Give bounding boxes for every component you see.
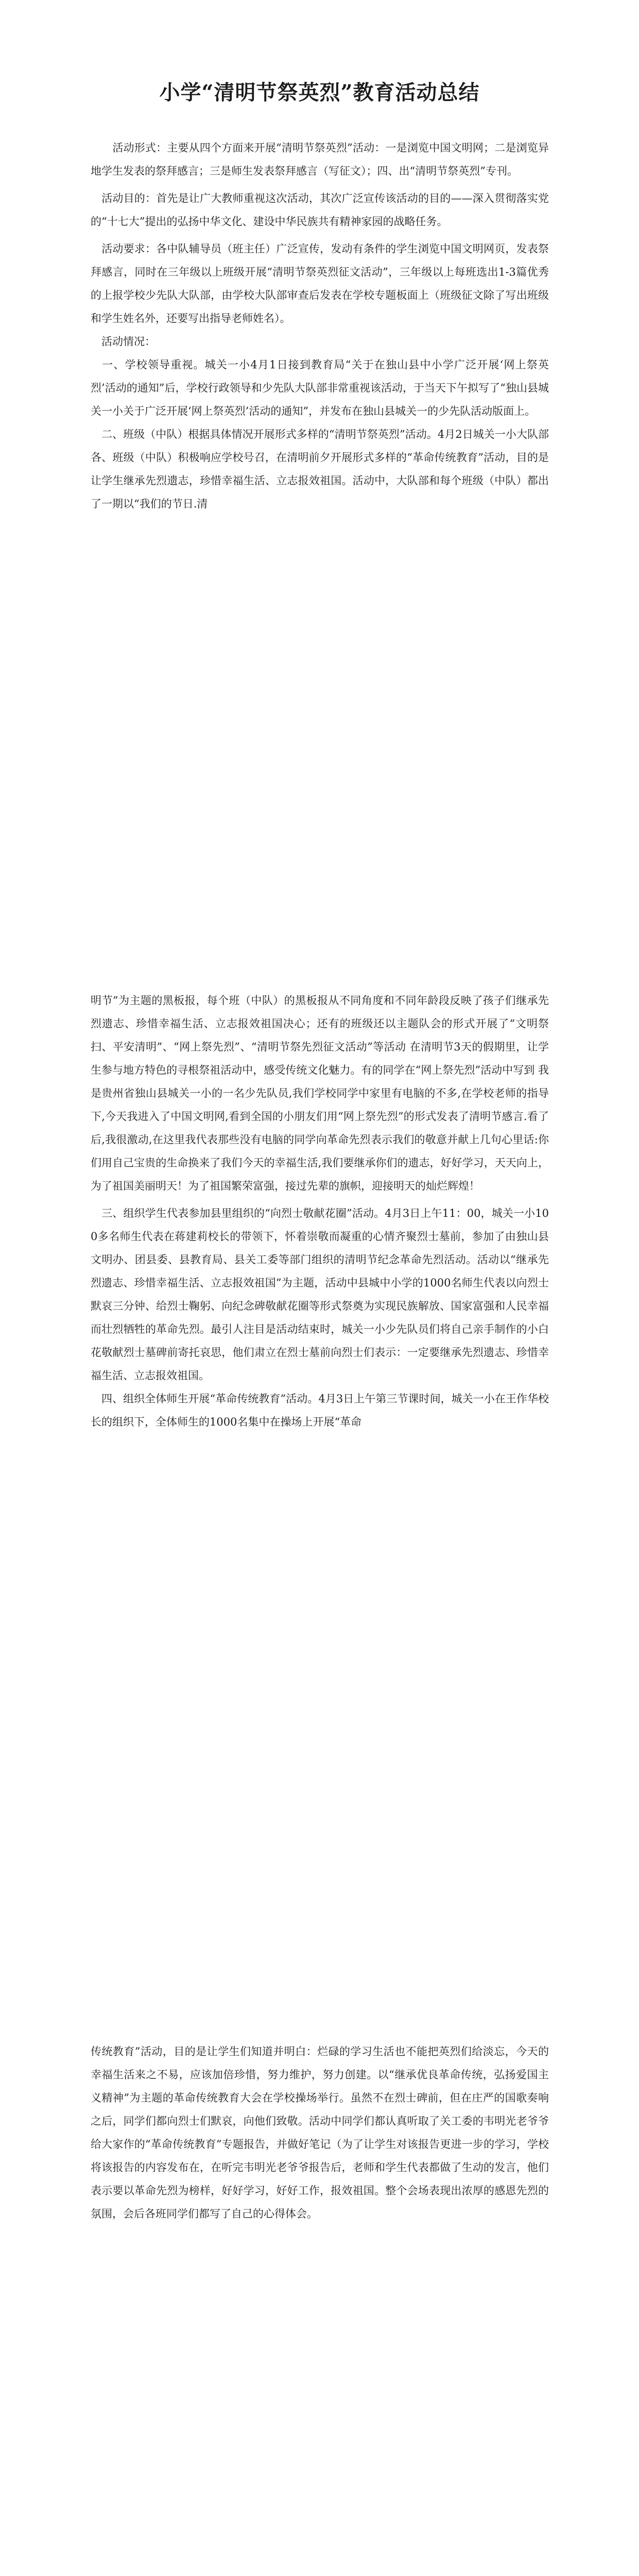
page-title: 小学“清明节祭英烈”教育活动总结 (159, 80, 480, 105)
paragraph-section-1: 一、学校领导重视。城关一小4月1日接到教育局“关于在独山县中小学广泛开展‘网上祭英烈’活动的通知”后，学校行政领导和少先队大队部非常重视该活动，于当天下午拟写了“独山县城关一小关于广泛开展‘网上祭英烈’活动的通知”，并发布在独山县城关一的少先队活动版面上。 (91, 359, 549, 417)
paragraph-activity-purpose: 活动目的：首先是让广大教师重视这次活动，其次广泛宣传该活动的目的——深入贯彻落实党的“十七大”提出的弘扬中华文化、建设中华民族共有精神家园的战略任务。 (91, 192, 549, 228)
paragraph-activity-status-heading: 活动情况： (91, 335, 156, 348)
paragraph-section-4-part-2: 传统教育”活动，目的是让学生们知道并明白：烂碌的学习生活也不能把英烈们给淡忘，今天的幸福生活来之不易，应该加倍珍惜，努力维护，努力创建。以“继承优良革命传统，弘扬爱国主义精神”为主题的革命传统教育大会在学校操场举行。虽然不在烈士碑前，但在庄严的国歌奏响之后，同学们都向烈士们默哀，向他们致敬。活动中同学们都认真听取了关工委的韦明光老爷爷给大家作的“革命传统教育”专题报告，并做好笔记（为了让学生对该报告更进一步的学习，学校将该报告的内容发布在，在听完韦明光老爷爷报告后，老师和学生代表都做了生动的发言，他们表示要以革命先烈为榜样，好好学习，好好工作，报效祖国。整个会场表现出浓厚的感恩先烈的氛围，会后各班同学们都写了自己的心得体会。 (91, 2045, 549, 2220)
paragraph-activity-form: 活动形式：主要从四个方面来开展“清明节祭英烈”活动：一是浏览中国文明网；二是浏览异地学生发表的祭拜感言；三是师生发表祭拜感言（写征文）；四、出“清明节祭英烈”专刊。 (91, 142, 549, 177)
paragraph-section-2-part-1: 二、班级（中队）根据具体情况开展形式多样的“清明节祭英烈”活动。4月2日城关一小大队部各、班级（中队）积极响应学校号召，在清明前夕开展形式多样的“革命传统教育”活动，目的是让学生继承先烈遗志，珍惜幸福生活、立志报效祖国。活动中，大队部和每个班级（中队）都出了一期以“我们的节日.清 (91, 428, 549, 510)
paragraph-section-2-part-2: 明节”为主题的黑板报，每个班（中队）的黑板报从不同角度和不同年龄段反映了孩子们继承先烈遗志、珍惜幸福生活、立志报效祖国决心；还有的班级还以主题队会的形式开展了“文明祭扫、平安清明”、“网上祭先烈”、“清明节祭先烈征文活动”等活动 在清明节3天的假期里，让学生参与地方特色的寻根祭祖活动中，感受传统文化魅力。有的同学在“网上祭先烈”活动中写到 我是贵州省独山县城关一小的一名少先队员,我们学校同学中家里有电脑的不多,在学校老师的指导下,今天我进入了中国文明网,看到全国的小朋友们用“网上祭先烈”的形式发表了清明节感言.看了后,我很激动,在这里我代表那些没有电脑的同学向革命先烈表示我们的敬意并献上几句心里话:你们用自己宝贵的生命换来了我们今天的幸福生活,我们要继承你们的遗志，好好学习，天天向上，为了祖国美丽明天！为了祖国繁荣富强，接过先辈的旗帜，迎接明天的灿烂辉煌！ (91, 994, 549, 1192)
text-block-page-1 (91, 137, 549, 516)
text-block-page-2 (91, 989, 549, 1434)
text-block-page-3 (91, 2040, 549, 2226)
paragraph-activity-requirements: 活动要求：各中队辅导员（班主任）广泛宣传，发动有条件的学生浏览中国文明网页，发表祭拜感言，同时在三年级以上班级开展“清明节祭英烈征文活动”，三年级以上每班选出1-3篇优秀的上报学校少先队大队部，由学校大队部审查后发表在学校专题板面上（班级征文除了写出班级和学生姓名外，还要写出指导老师姓名）。 (91, 243, 549, 325)
paragraph-section-3: 三、组织学生代表参加县里组织的“向烈士敬献花圈”活动。4月3日上午11：00，城关一小100多名师生代表在蒋建莉校长的带领下，怀着崇敬而凝重的心情齐聚烈士墓前，参加了由独山县文明办、团县委、县教育局、县关工委等部门组织的清明节纪念革命先烈活动。活动以“继承先烈遗志、珍惜幸福生活、立志报效祖国”为主题，活动中县城中小学的1000名师生代表以向烈士默哀三分钟、给烈士鞠躬、向纪念碑敬献花圈等形式祭奠为实现民族解放、国家富强和人民幸福而壮烈牺牲的革命先烈。最引人注目是活动结束时，城关一小少先队员们将自己亲手制作的小白花敬献烈士墓碑前寄托哀思，他们肃立在烈士墓前向烈士们表示：一定要继承先烈遗志、珍惜幸福生活、立志报效祖国。 (91, 1207, 549, 1382)
paragraph-section-4-part-1: 四、组织全体师生开展“革命传统教育”活动。4月3日上午第三节课时间，城关一小在王作华校长的组织下，全体师生的1000名集中在操场上开展“革命 (91, 1393, 549, 1428)
